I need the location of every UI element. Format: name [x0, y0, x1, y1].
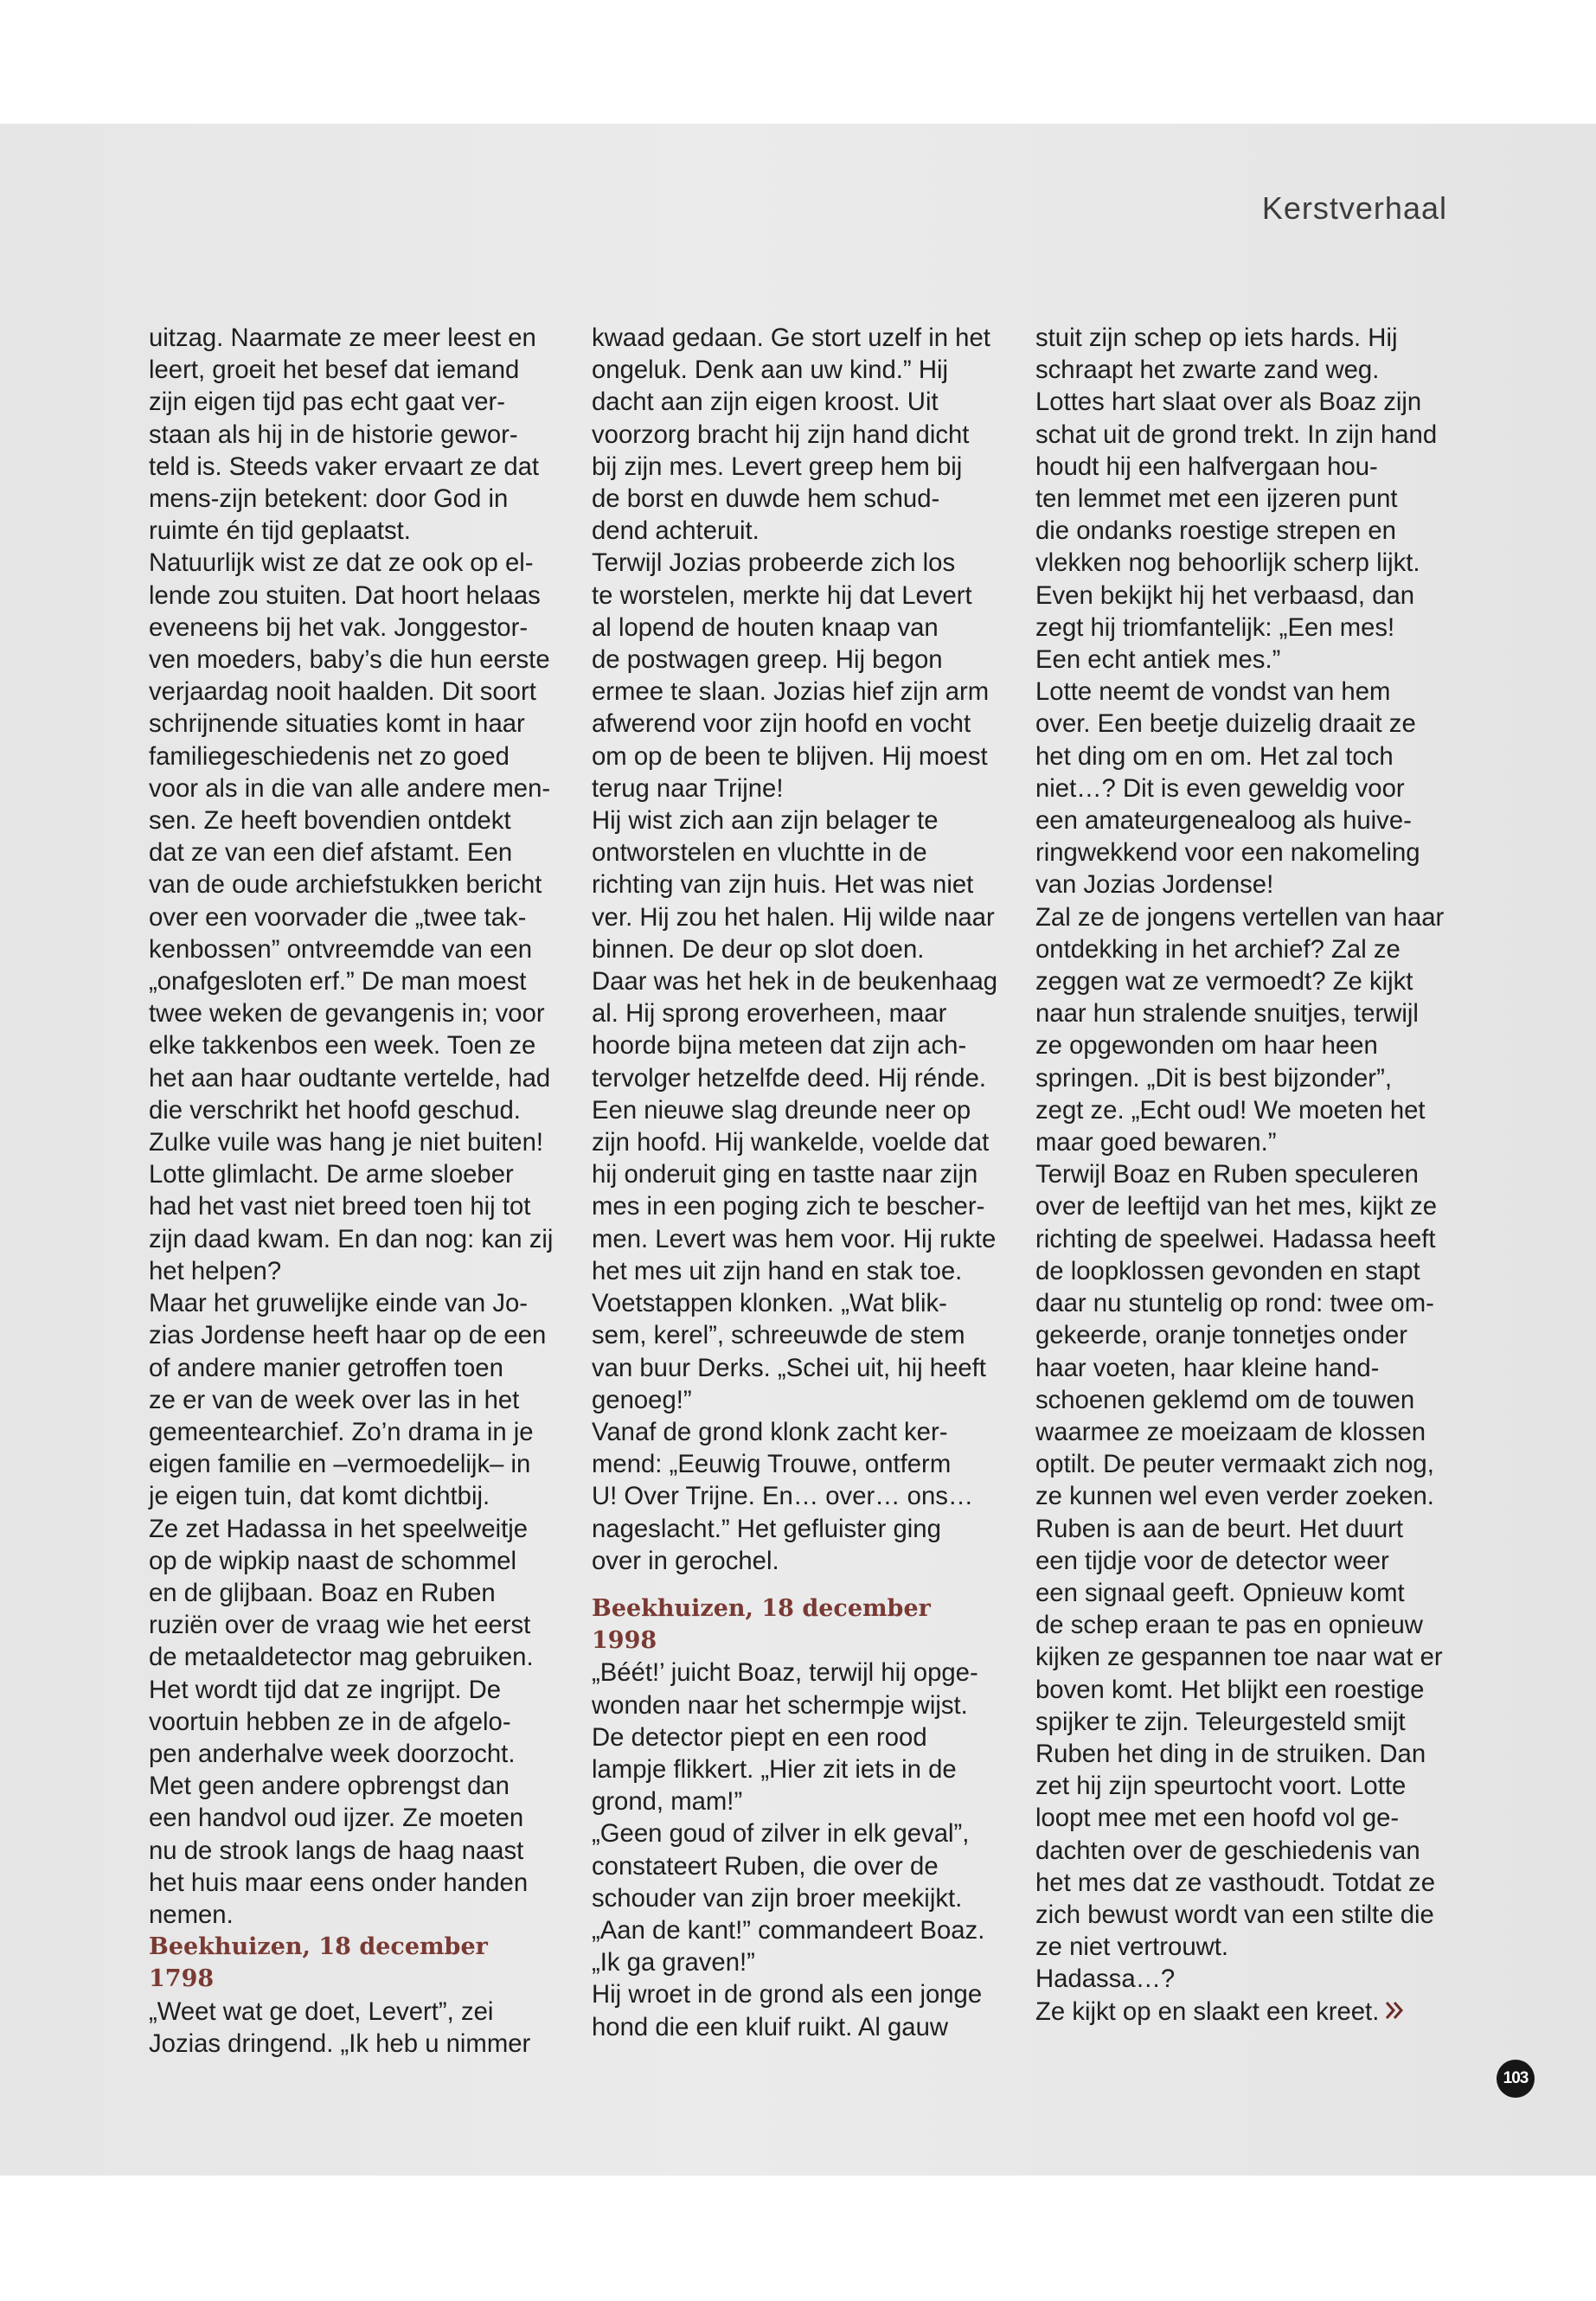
- final-line-text: Ze kijkt op en slaakt een kreet.: [1035, 1997, 1380, 2026]
- scene-heading: Beekhuizen, 18 december 1798: [149, 1933, 488, 1993]
- text-column-2: [592, 322, 1003, 2043]
- page-number: 103: [1497, 2060, 1535, 2098]
- paragraph: „Béét!’ juicht Boaz, terwijl hij opge- wonden naar het schermpje wijst. De detector piept en een rood lampje flikkert. „Hier zit iets in de grond, mam!” „Geen goud of zilver in elk geval”, constateert Ruben, die over de schouder van zijn broer meekijkt. „Aan de kant!” commandeert Boaz. „Ik ga graven!” Hij wroet in de grond als een jonge hond die een kluif ruikt. Al gauw: [592, 1658, 985, 2041]
- double-chevron-right-icon: [1384, 1997, 1407, 2029]
- paragraph: „Weet wat ge doet, Levert”, zei Jozias dringend. „Ik heb u nimmer: [149, 1997, 531, 2058]
- paragraph: stuit zijn schep op iets hards. Hij schraapt het zwarte zand weg. Lottes hart slaat over als Boaz zijn schat uit de grond trekt. In zijn hand houdt hij een halfvergaan hou- ten lemmet met een ijzeren punt die ondanks roestige strepen en vlekken nog behoorlijk scherp lijkt. Even bekijkt hij het verbaasd, dan zegt hij triomfantelijk: „Een mes! Een echt antiek mes.” Lotte neemt de vondst van hem over. Een beetje duizelig draait ze het ding om en om. Het zal toch niet…? Dit is even geweldig voor een amateurgenealoog als huive- ringwekkend voor een nakomeling van Jozias Jordense! Zal ze de jongens vertellen van haar ontdekking in het archief? Zal ze zeggen wat ze vermoedt? Ze kijkt naar hun stralende snuitjes, terwijl ze opgewonden om haar heen springen. „Dit is best bijzonder”, zegt ze. „Echt oud! We moeten het maar goed bewaren.” Terwijl Boaz en Ruben speculeren over de leeftijd van het mes, kijkt ze richting de speelwei. Hadassa heeft de loopklossen gevonden en stapt daar nu stuntelig op rond: twee om- gekeerde, oranje tonnetjes onder haar voeten, haar kleine hand- schoenen geklemd om de touwen waarmee ze moeizaam de klossen optilt. De peuter vermaakt zich nog, ze kunnen wel even verder zoeken. Ruben is aan de beurt. Het duurt een tijdje voor de detector weer een signaal geeft. Opnieuw komt de schep eraan te pas en opnieuw kijken ze gespannen toe naar wat er boven komt. Het blijkt een roestige spijker te zijn. Teleurgesteld smijt Ruben het ding in de struiken. Dan zet hij zijn speurtocht voort. Lotte loopt mee met een hoofd vol ge- dachten over de geschiedenis van het mes dat ze vasthoudt. Totdat ze zich bewust wordt van een stilte die ze niet vertrouwt. Hadassa…?: [1035, 324, 1445, 1994]
- paragraph: uitzag. Naarmate ze meer leest en leert, groeit het besef dat iemand zijn eigen tijd pas echt gaat ver- staan als hij in de historie gewor- teld is. Steeds vaker ervaart ze dat mens-zijn betekent: door God in ruimte én tijd geplaatst. Natuurlijk wist ze dat ze ook op el- lende zou stuiten. Dat hoort helaas eveneens bij het vak. Jonggestor- ven moeders, baby’s die hun eerste verjaardag nooit haalden. Dit soort schrijnende situaties komt in haar familiegeschiedenis net zo goed voor als in die van alle andere men- sen. Ze heeft bovendien ontdekt dat ze van een dief afstamt. Een van de oude archiefstukken bericht over een voorvader die „twee tak- kenbossen” ontvreemdde van een „onafgesloten erf.” De man moest twee weken de gevangenis in; voor elke takkenbos een week. Toen ze het aan haar oudtante vertelde, had die verschrikt het hoofd geschud. Zulke vuile was hang je niet buiten! Lotte glimlacht. De arme sloeber had het vast niet breed toen hij tot zijn daad kwam. En dan nog: kan zij het helpen? Maar het gruwelijke einde van Jo- zias Jordense heeft haar op de een of andere manier getroffen toen ze er van de week over las in het gemeentearchief. Zo’n drama in je eigen familie en –vermoedelijk– in je eigen tuin, dat komt dichtbij. Ze zet Hadassa in het speelweitje op de wipkip naast de schommel en de glijbaan. Boaz en Ruben ruziën over de vraag wie het eerst de metaaldetector mag gebruiken. Het wordt tijd dat ze ingrijpt. De voortuin hebben ze in de afgelo- pen anderhalve week doorzocht. Met geen andere opbrengst dan een handvol oud ijzer. Ze moeten nu de strook langs de haag naast het huis maar eens onder handen nemen.: [149, 324, 554, 1929]
- paragraph: kwaad gedaan. Ge stort uzelf in het ongeluk. Denk aan uw kind.” Hij dacht aan zijn eigen kroost. Uit voorzorg bracht hij zijn hand dicht bij zijn mes. Levert greep hem bij de borst en duwde hem schud- dend achteruit. Terwijl Jozias probeerde zich los te worstelen, merkte hij dat Levert al lopend de houten knaap van de postwagen greep. Hij begon ermee te slaan. Jozias hief zijn arm afwerend voor zijn hoofd en vocht om op de been te blijven. Hij moest terug naar Trijne! Hij wist zich aan zijn belager te ontworstelen en vluchtte in de richting van zijn huis. Het was niet ver. Hij zou het halen. Hij wilde naar binnen. De deur op slot doen. Daar was het hek in de beukenhaag al. Hij sprong eroverheen, maar hoorde bijna meteen dat zijn ach- tervolger hetzelfde deed. Hij rénde. Een nieuwe slag dreunde neer op zijn hoofd. Hij wankelde, voelde dat hij onderuit ging en tastte naar zijn mes in een poging zich te bescher- men. Levert was hem voor. Hij rukte het mes uit zijn hand en stak toe. Voetstappen klonken. „Wat blik- sem, kerel”, schreeuwde de stem van buur Derks. „Schei uit, hij heeft genoeg!” Vanaf de grond klonk zacht ker- mend: „Eeuwig Trouwe, ontferm U! Over Trijne. En… over… ons… nageslacht.” Het gefluister ging over in gerochel.: [592, 324, 998, 1575]
- scene-heading: Beekhuizen, 18 december 1998: [592, 1594, 931, 1655]
- section-label: Kerstverhaal: [1261, 190, 1447, 226]
- text-column-1: [149, 322, 560, 2060]
- text-column-3: [1035, 322, 1446, 2029]
- final-line: [1035, 1996, 1446, 2029]
